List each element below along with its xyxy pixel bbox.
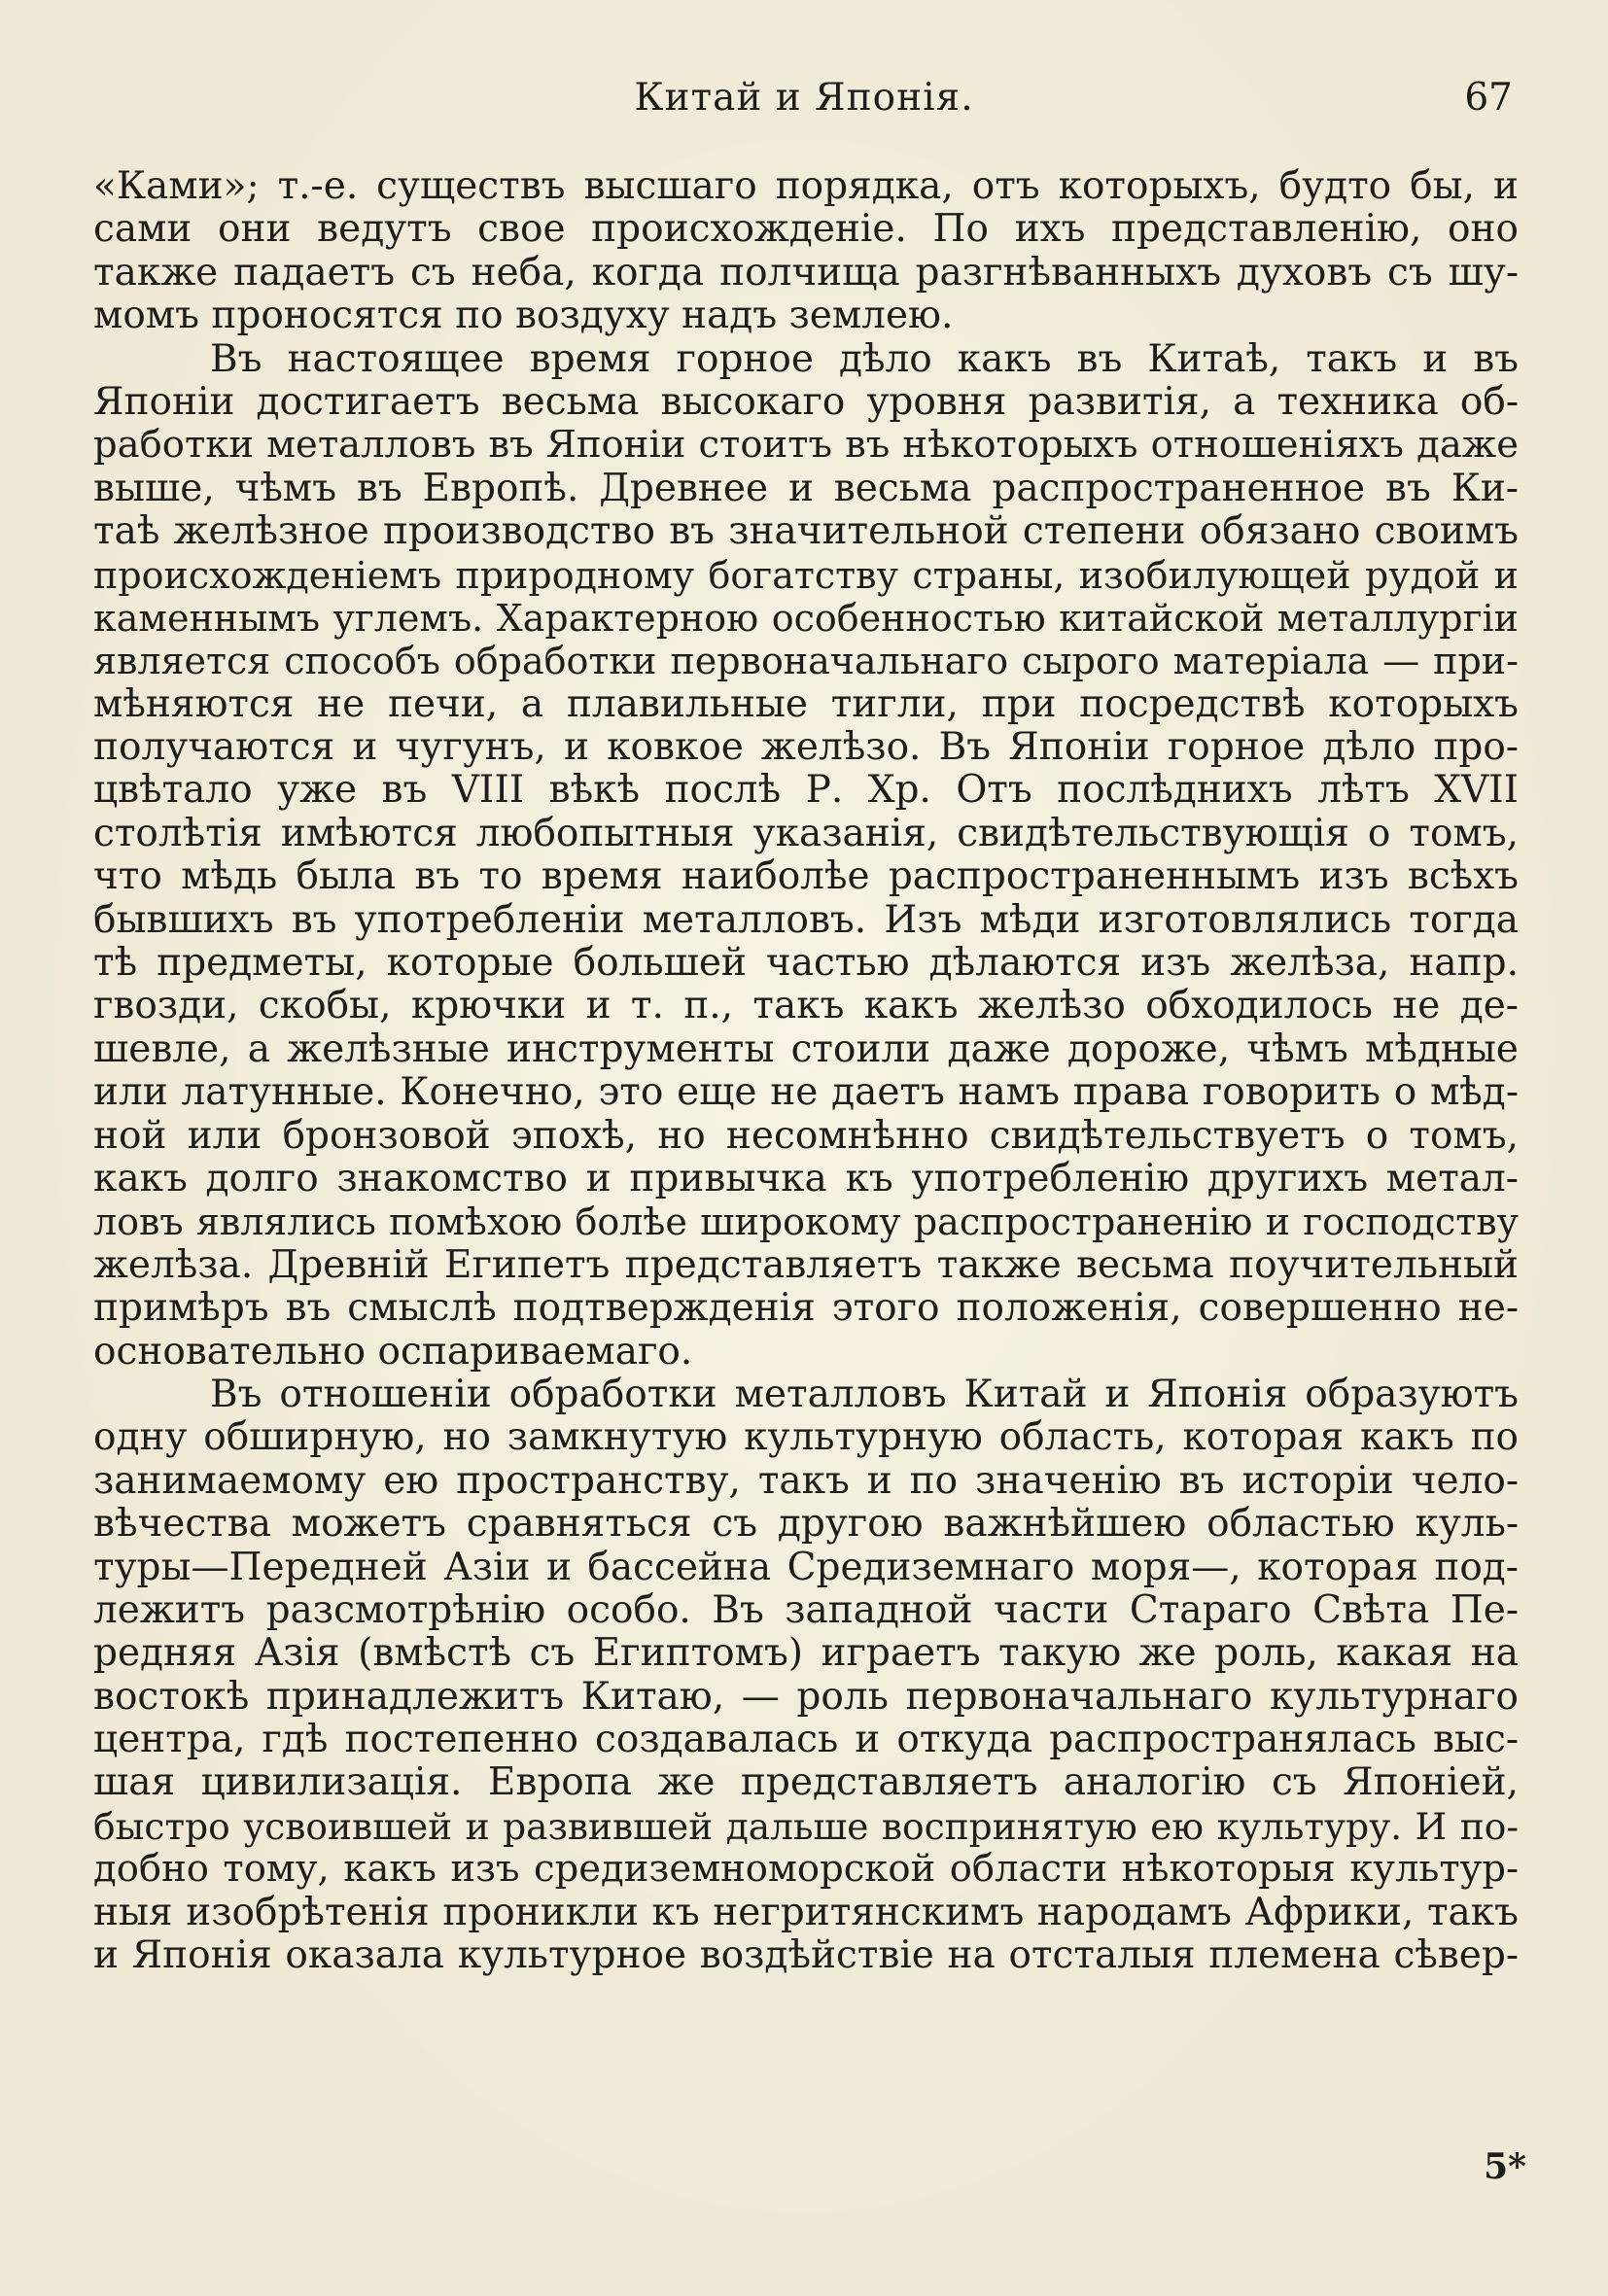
text-line: также падаетъ съ неба, когда полчища разгнѣванныхъ духовъ съ шу- (93, 251, 1519, 295)
page-number: 67 (1464, 76, 1513, 120)
text-line: центра, гдѣ постепенно создавалась и откуда распространялась выс- (93, 1719, 1519, 1762)
text-line: работки металловъ въ Японіи стоитъ въ нѣкоторыхъ отношеніяхъ даже (93, 424, 1519, 468)
text-line: бывшихъ въ употребленіи металловъ. Изъ мѣди изготовлялись тогда (93, 898, 1519, 942)
text-line: вѣчества можетъ сравняться съ другою важнѣйшею областью куль- (93, 1503, 1519, 1547)
text-line: тѣ предметы, которые большей частью дѣлаются изъ желѣза, напр. (93, 942, 1519, 986)
text-line: что мѣдь была въ то время наиболѣе распространеннымъ изъ всѣхъ (93, 855, 1519, 899)
text-line: столѣтія имѣются любопытныя указанія, свидѣтельствующія о томъ, (93, 812, 1519, 855)
text-line: востокѣ принадлежитъ Китаю, — роль первоначальнаго культурнаго (93, 1675, 1519, 1719)
signature-mark: 5* (1484, 2146, 1526, 2187)
text-line: одну обширную, но замкнутую культурную область, которая какъ по (93, 1416, 1519, 1460)
text-line: момъ проносятся по воздуху надъ землею. (93, 295, 954, 338)
body-text (93, 165, 1519, 1977)
text-line: получаются и чугунъ, и ковкое желѣзо. Въ Японіи горное дѣло про- (93, 726, 1519, 770)
text-line: ной или бронзовой эпохѣ, но несомнѣнно свидѣтельствуетъ о томъ, (93, 1114, 1519, 1158)
text-line: туры—Передней Азіи и бассейна Средиземнаго моря—, которая под- (93, 1546, 1519, 1589)
text-line: или латунные. Конечно, это еще не даетъ намъ права говорить о мѣд- (93, 1071, 1519, 1115)
text-line: таѣ желѣзное производство въ значительной степени обязано своимъ (93, 510, 1519, 554)
text-line: цвѣтало уже въ VIII вѣкѣ послѣ Р. Хр. Отъ послѣднихъ лѣтъ XVII (93, 769, 1519, 813)
paragraph (93, 338, 1519, 1374)
text-line: выше, чѣмъ въ Европѣ. Древнее и весьма распространенное въ Ки- (93, 467, 1519, 510)
text-line: каменнымъ углемъ. Характерною особенностью китайской металлургіи (93, 596, 1519, 640)
text-line: ловъ являлись помѣхою болѣе широкому распространенію и господству (93, 1200, 1519, 1244)
text-line: примѣръ въ смыслѣ подтвержденія этого положенія, совершенно не- (93, 1287, 1519, 1331)
text-line: Въ отношеніи обработки металловъ Китай и Японія образуютъ (210, 1373, 1519, 1416)
text-line: «Ками»; т.-е. существъ высшаго порядка, отъ которыхъ, будто бы, и (93, 165, 1519, 208)
text-line: ныя изобрѣтенія проникли къ негритянскимъ народамъ Африки, такъ (93, 1891, 1519, 1934)
running-head (93, 76, 1515, 130)
text-line: занимаемому ею пространству, такъ и по значенію въ исторіи чело- (93, 1459, 1519, 1503)
text-line: и Японія оказала культурное воздѣйствіе на отсталыя племена сѣвер- (93, 1934, 1519, 1978)
text-line: редняя Азія (вмѣстѣ съ Египтомъ) играетъ такую же роль, какая на (93, 1632, 1519, 1676)
running-title: Китай и Японія. (634, 76, 974, 120)
text-line: основательно оспариваемаго. (93, 1330, 693, 1374)
text-line: шевле, а желѣзные инструменты стоили даже дороже, чѣмъ мѣдные (93, 1027, 1519, 1071)
text-line: желѣза. Древній Египетъ представляетъ также весьма поучительный (93, 1243, 1519, 1287)
text-line: мѣняются не печи, а плавильные тигли, при посредствѣ которыхъ (93, 682, 1519, 726)
paragraph (93, 1374, 1519, 1977)
text-line: происхожденіемъ природному богатству страны, изобилующей рудой и (93, 553, 1519, 597)
paragraph (93, 165, 1519, 338)
text-line: Японіи достигаетъ весьма высокаго уровня развитія, а техника об- (93, 380, 1519, 424)
text-line: сами они ведутъ свое происхожденіе. По ихъ представленію, оно (93, 208, 1519, 252)
text-line: шая цивилизація. Европа же представляетъ аналогію съ Японіей, (93, 1761, 1519, 1805)
text-line: лежитъ разсмотрѣнію особо. Въ западной части Стараго Свѣта Пе- (93, 1588, 1519, 1632)
text-line: быстро усвоившей и развившей дальше воспринятую ею культуру. И по- (93, 1804, 1519, 1848)
text-line: какъ долго знакомство и привычка къ употребленію другихъ метал- (93, 1157, 1519, 1200)
text-line: Въ настоящее время горное дѣло какъ въ Китаѣ, такъ и въ (210, 337, 1519, 381)
text-line: гвозди, скобы, крючки и т. п., такъ какъ желѣзо обходилось не де- (93, 985, 1519, 1028)
text-line: является способъ обработки первоначальнаго сырого матеріала — при- (93, 640, 1519, 683)
text-line: добно тому, какъ изъ средиземноморской области нѣкоторыя культур- (93, 1848, 1519, 1892)
